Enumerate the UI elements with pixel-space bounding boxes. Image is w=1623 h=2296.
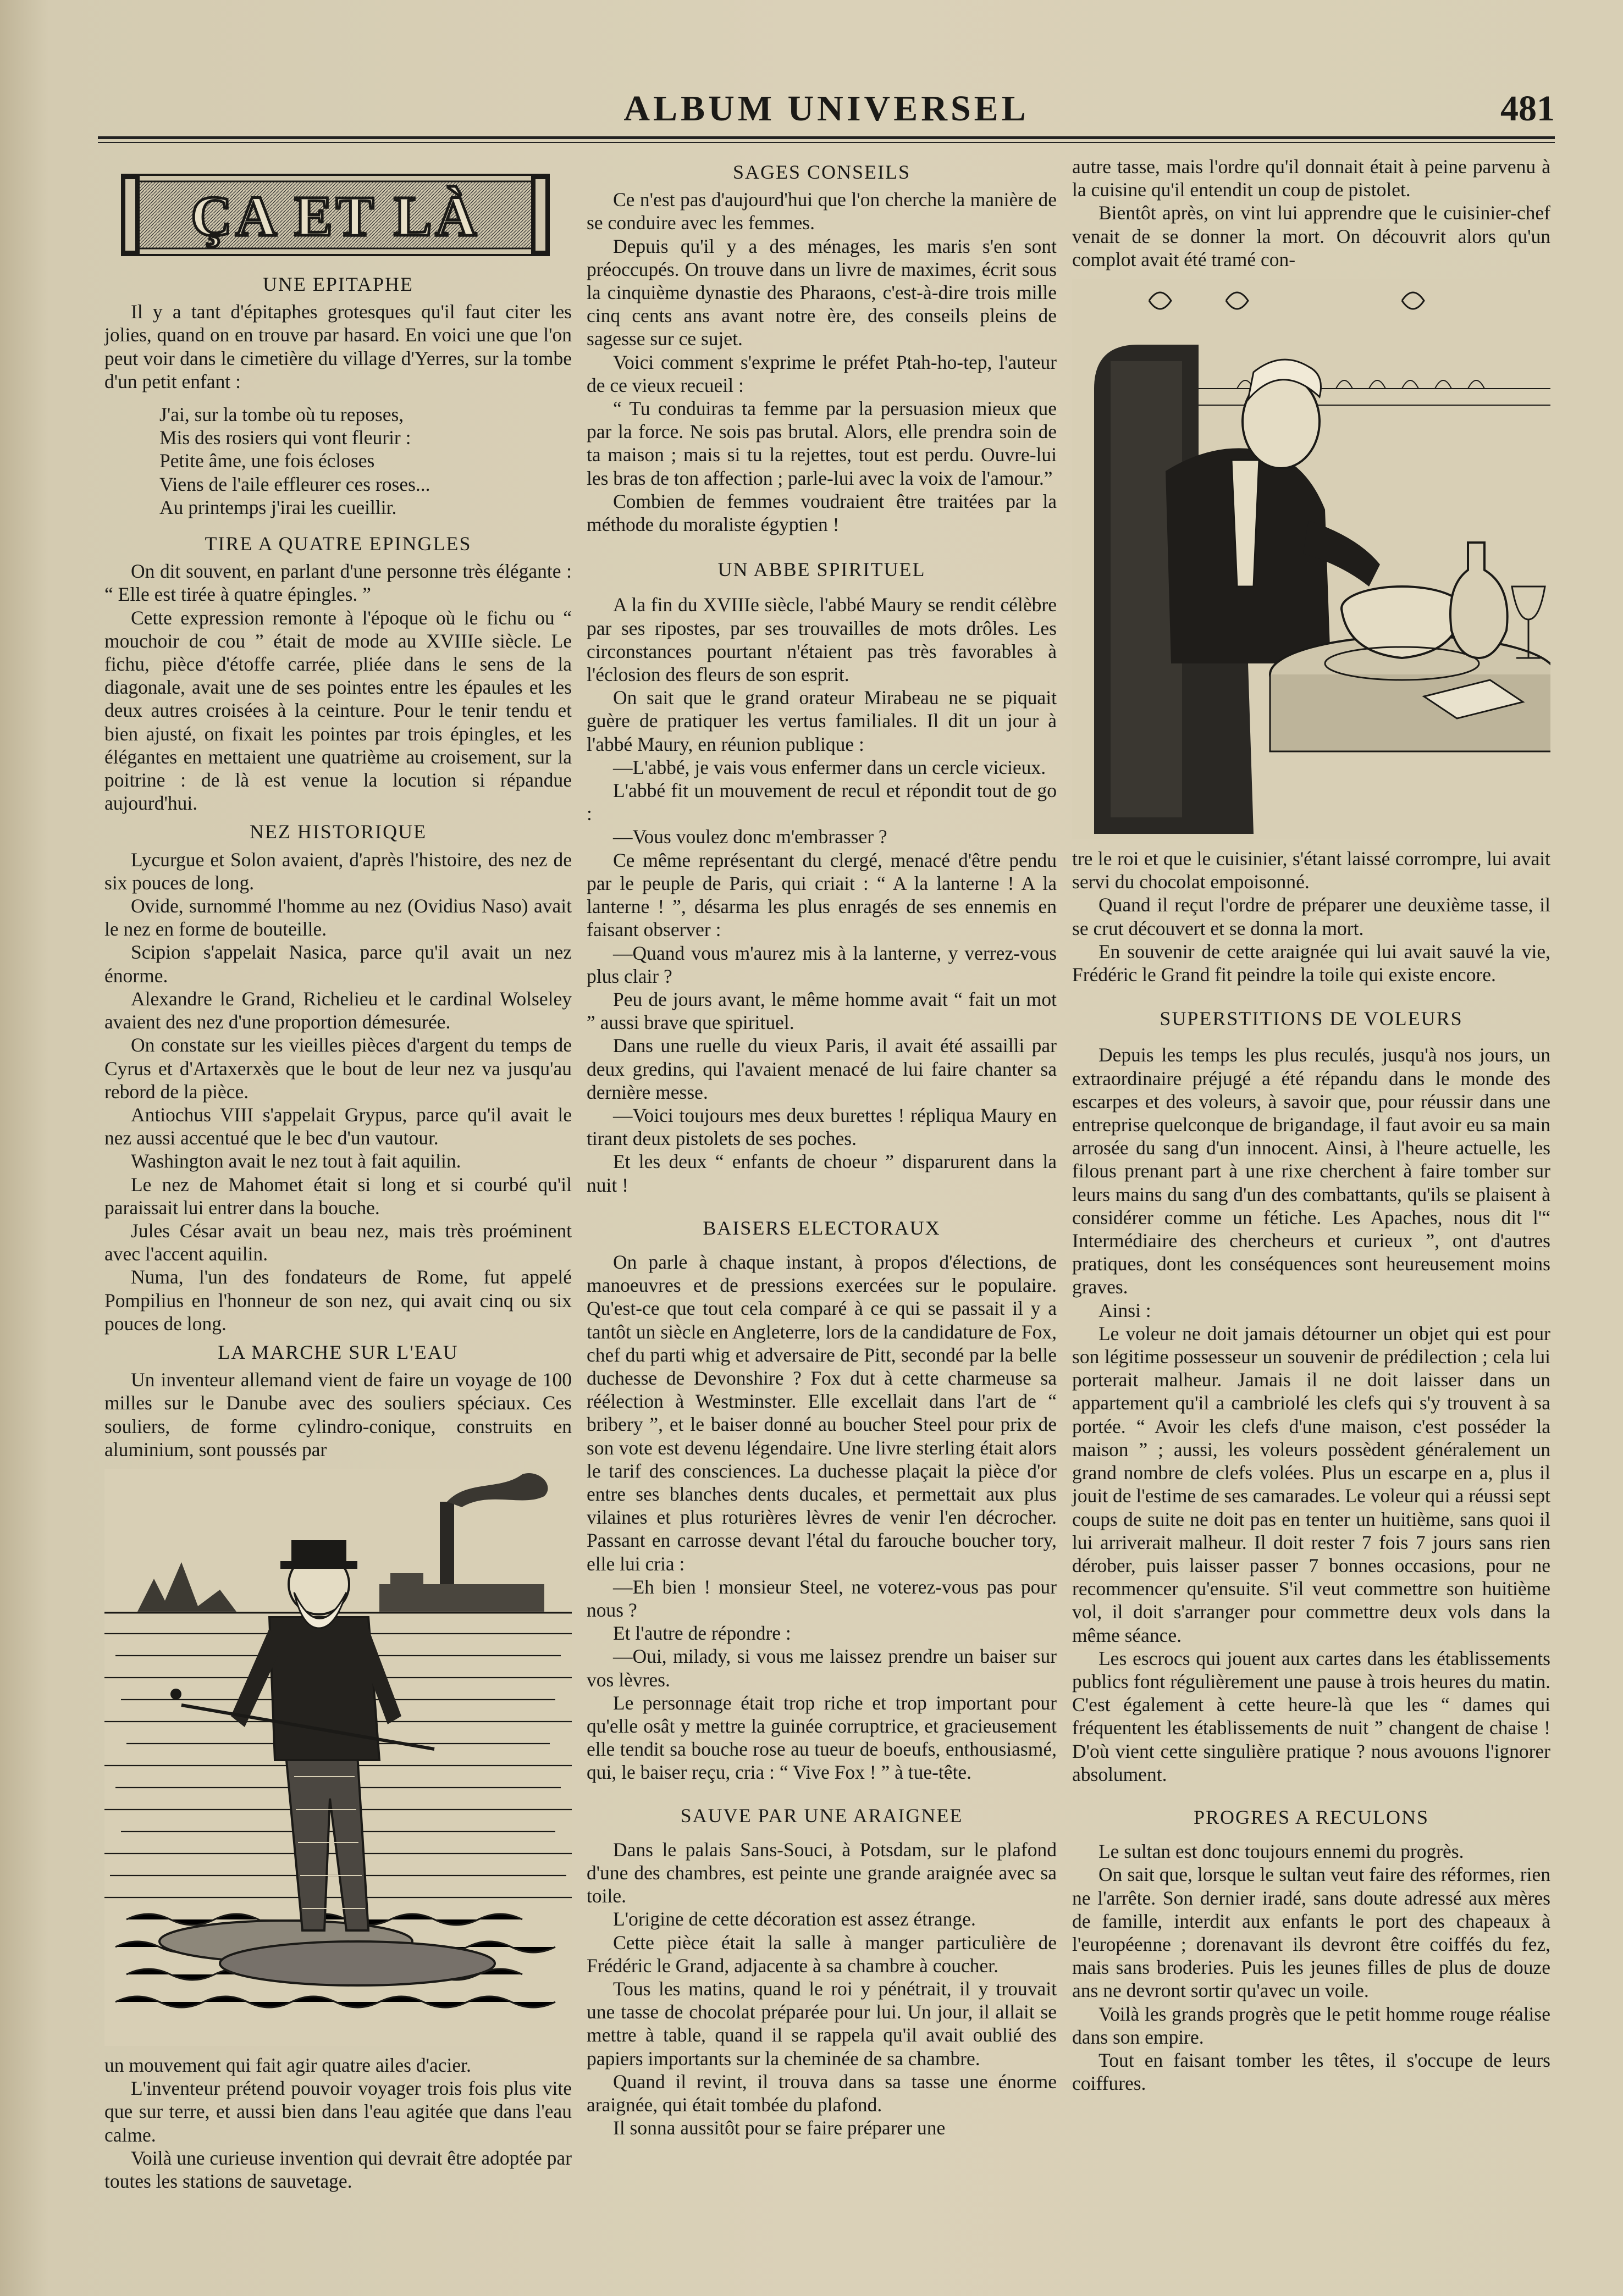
paragraph: —Quand vous m'aurez mis à la lanterne, y verrez-vous plus clair ? bbox=[587, 942, 1057, 987]
paragraph: On parle à chaque instant, à propos d'élections, de manoeuvres et de pressions exercées sur le populaire. Qu'est-ce que tout cela comparé à ce qui se passait il y a tantôt un siècle en Angleterre, lors de la candidature de Fox, chef du parti whig et adversaire de Pitt, secondé par la belle duchesse de Devonshire ? Fox dut à cette charmeuse sa réélection à Westminster. Elle excellait dans l'art de “ bribery ”, et le baiser donné au boucher Steel pour prix de son vote est devenu légendaire. Une livre sterling était alors le tarif des consciences. La duchesse plaçait la pièce d'or entre ses blanches dents ducales, et permettait aux plus vilaines et plus roturières lèvres de venir l'en décrocher. Passant en carrosse devant l'étal du farouche boucher tory, elle lui cria : bbox=[587, 1251, 1057, 1575]
paragraph: tre le roi et que le cuisinier, s'étant laissé corrompre, lui avait servi du chocolat empoisonné. bbox=[1072, 848, 1550, 893]
paragraph: Depuis qu'il y a des ménages, les maris s'en sont préoccupés. On trouve dans un livre de maximes, écrit sous la cinquième dynastie des Pharaons, c'est-à-dire trois mille cinq cents ans avant notre ère, des conseils pleins de sagesse sur ce sujet. bbox=[587, 235, 1057, 350]
paragraph: L'origine de cette décoration est assez étrange. bbox=[613, 1908, 976, 1930]
banner-frame-icon bbox=[121, 174, 550, 256]
heading-sages: SAGES CONSEILS bbox=[732, 161, 911, 183]
paragraph: —Oui, milady, si vous me laissez prendre un baiser sur vos lèvres. bbox=[587, 1645, 1057, 1691]
paragraph: —Eh bien ! monsieur Steel, ne voterez-vous pas pour nous ? bbox=[587, 1575, 1057, 1621]
paragraph: Dans une ruelle du vieux Paris, il avait été assailli par deux gredins, qui l'avaient menacé de lui faire chanter sa dernière messe. bbox=[587, 1034, 1057, 1103]
paragraph: Voici comment s'exprime le préfet Ptah-ho-tep, l'auteur de ce vieux recueil : bbox=[587, 351, 1057, 396]
paragraph: Jules César avait un beau nez, mais très proéminent avec l'accent aquilin. bbox=[104, 1219, 572, 1265]
paragraph: —Vous voulez donc m'embrasser ? bbox=[613, 826, 887, 848]
paragraph: L'abbé fit un mouvement de recul et répondit tout de go : bbox=[587, 779, 1057, 825]
paragraph: Voilà les grands progrès que le petit homme rouge réalise dans son empire. bbox=[1072, 2002, 1550, 2048]
paragraph: En souvenir de cette araignée qui lui avait sauvé la vie, Frédéric le Grand fit peindre la toile qui existe encore. bbox=[1072, 940, 1550, 986]
paragraph: Ce même représentant du clergé, menacé d'être pendu par le peuple de Paris, qui criait : “ A la lanterne ! A la lanterne ! ”, désarma les plus enragés de ses ennemis en faisant observer : bbox=[587, 849, 1057, 941]
paragraph: Washington avait le nez tout à fait aquilin. bbox=[131, 1150, 461, 1172]
masthead-rule-thick bbox=[98, 136, 1555, 139]
paragraph: Il y a tant d'épitaphes grotesques qu'il faut citer les jolies, quand on en trouve par hasard. En voici une que l'on peut voir dans le cimetière du village d'Yerres, sur la tombe d'un petit enfant : bbox=[104, 301, 572, 392]
paragraph: —Voici toujours mes deux burettes ! répliqua Maury en tirant deux pistolets de ses poches. bbox=[587, 1104, 1057, 1150]
paragraph: Scipion s'appelait Nasica, parce qu'il avait un nez énorme. bbox=[104, 941, 572, 987]
paragraph: Tous les matins, quand le roi y pénétrait, il y trouvait une tasse de chocolat préparée pour lui. Un jour, il allait se mettre à table, quand il se rappela qu'il avait oublié des papiers importants sur la cheminée de sa chambre. bbox=[587, 1978, 1057, 2070]
paragraph: Quand il reçut l'ordre de préparer une deuxième tasse, il se crut découvert et se donna la mort. bbox=[1072, 894, 1550, 939]
verse-line: J'ai, sur la tombe où tu reposes, bbox=[159, 403, 404, 426]
heading-marche: LA MARCHE SUR L'EAU bbox=[218, 1341, 459, 1363]
paragraph: Ainsi : bbox=[1098, 1299, 1151, 1321]
paragraph: autre tasse, mais l'ordre qu'il donnait était à peine parvenu à la cuisine qu'il entendit un coup de pistolet. bbox=[1072, 156, 1550, 201]
heading-epitaphe: UNE EPITAPHE bbox=[262, 273, 414, 295]
paragraph: Voilà une curieuse invention qui devrait être adoptée par toutes les stations de sauvetage. bbox=[104, 2146, 572, 2192]
masthead-rule-thin bbox=[98, 142, 1555, 143]
paragraph: Lycurgue et Solon avaient, d'après l'histoire, des nez de six pouces de long. bbox=[104, 848, 572, 894]
column-1 bbox=[104, 165, 572, 2193]
paragraph: Quand il revint, il trouva dans sa tasse une énorme araignée, qui était tombée du plafond. bbox=[587, 2070, 1057, 2116]
heading-abbe: UN ABBE SPIRITUEL bbox=[717, 558, 926, 581]
paragraph: A la fin du XVIIIe siècle, l'abbé Maury se rendit célèbre par ses ripostes, par ses trouvailles de mots drôles. Les circonstances pourtant n'étaient pas très favorables à l'éclosion des fleurs de son esprit. bbox=[587, 594, 1057, 686]
verse-line: Mis des rosiers qui vont fleurir : bbox=[159, 427, 411, 449]
paragraph: L'inventeur prétend pouvoir voyager trois fois plus vite que sur terre, et aussi bien dans l'eau agitée que dans l'eau calme. bbox=[104, 2077, 572, 2146]
paragraph: un mouvement qui fait agir quatre ailes d'acier. bbox=[104, 2054, 471, 2076]
paragraph: On sait que le grand orateur Mirabeau ne se piquait guère de pratiquer les vertus familiales. Il dit un jour à l'abbé Maury, en réunion publique : bbox=[587, 687, 1057, 755]
paragraph: On sait que, lorsque le sultan veut faire des réformes, rien ne l'arrête. Son dernier iradé, sans doute adressé aux mères de famille, interdit aux enfants le port des chapeaux à l'européenne ; dorenavant ils devront être coiffés du fez, mais sans broderies. Puis les jeunes filles de plus de douze ans ne devront sortir qu'avec un voile. bbox=[1072, 1863, 1550, 2002]
page-number: 481 bbox=[1500, 88, 1555, 129]
paragraph: Le voleur ne doit jamais détourner un objet qui est pour son légitime possesseur un souvenir de prédilection ; cela lui porterait malheur. Jamais il ne doit laisser dans un appartement qu'il a cambriolé les clefs qui s'y trouvent à sa portée. “ Avoir les clefs d'une maison, c'est posséder la maison ” ; aussi, les voleurs possèdent généralement un grand nombre de clefs volées. Plus un escarpe en a, plus il jouit de l'estime de ses camarades. Le voleur qui a réussi sept coups de suite ne doit pas en tenter un huitième, sans quoi il lui arriverait malheur. Il doit rester 7 fois 7 jours sans rien dérober, puis laisser passer 7 bonnes occasions, pour ne recommencer qu'ensuite. S'il veut commettre son huitième vol, il doit s'arranger pour commettre deux vols dans la même séance. bbox=[1072, 1322, 1550, 1646]
paragraph: Et l'autre de répondre : bbox=[613, 1622, 791, 1645]
frederic-illustration-icon bbox=[1072, 279, 1550, 839]
paragraph: Cette pièce était la salle à manger particulière de Frédéric le Grand, adjacente à sa chambre à coucher. bbox=[587, 1931, 1057, 1977]
paragraph: On dit souvent, en parlant d'une personne très élégante : “ Elle est tirée à quatre épingles. ” bbox=[104, 560, 572, 606]
illustration-frederic bbox=[1072, 279, 1550, 839]
paragraph: Dans le palais Sans-Souci, à Potsdam, sur le plafond d'une des chambres, est peinte une grande araignée avec sa toile. bbox=[587, 1838, 1057, 1907]
paragraph: Un inventeur allemand vient de faire un voyage de 100 milles sur le Danube avec des souliers spéciaux. Ces souliers, de forme cylindro-conique, construits en aluminium, sont poussés par bbox=[104, 1369, 572, 1460]
column-3 bbox=[1072, 155, 1550, 2095]
paragraph: Peu de jours avant, le même homme avait “ fait un mot ” aussi brave que spirituel. bbox=[587, 988, 1057, 1034]
paragraph: On constate sur les vieilles pièces d'argent du temps de Cyrus et d'Artaxerxès que le bout de leur nez va jusqu'au rebord de la pièce. bbox=[104, 1034, 572, 1103]
paragraph: Ce n'est pas d'aujourd'hui que l'on cherche la manière de se conduire avec les femmes. bbox=[587, 189, 1057, 234]
column-2 bbox=[587, 155, 1057, 2139]
paragraph: Le sultan est donc toujours ennemi du progrès. bbox=[1098, 1840, 1464, 1863]
paragraph: Antiochus VIII s'appelait Grypus, parce qu'il avait le nez aussi accentué que le bec d'un vautour. bbox=[104, 1103, 572, 1149]
paragraph: Il sonna aussitôt pour se faire préparer une bbox=[613, 2117, 946, 2139]
verse-line: Viens de l'aile effleurer ces roses... bbox=[159, 473, 430, 495]
paragraph: Ovide, surnommé l'homme au nez (Ovidius Naso) avait le nez en forme de bouteille. bbox=[104, 895, 572, 940]
paragraph: Depuis les temps les plus reculés, jusqu'à nos jours, un extraordinaire préjugé a été répandu dans le monde des escarpes et des voleurs, à savoir que, pour réussir dans une entreprise quelconque de brigandage, il faut avoir eu sa main arrosée du sang d'un innocent. Ainsi, à l'heure actuelle, les filous prenant part à une rixe cherchent à faire tomber sur leurs mains du sang d'un des combattants, qu'ils se plaisent à considérer comme un fétiche. Les Apaches, nous dit l'“ Intermédiaire des chercheurs et curieux ”, ont d'autres pratiques, dont les conséquences sont heureusement moins graves. bbox=[1072, 1044, 1550, 1298]
verse-line: Petite âme, une fois écloses bbox=[159, 450, 375, 472]
section-banner bbox=[121, 174, 550, 256]
paragraph: Bientôt après, on vint lui apprendre que le cuisinier-chef venait de se donner la mort. On découvrit alors qu'un complot avait été tramé con- bbox=[1072, 202, 1550, 270]
publication-title: ALBUM UNIVERSEL bbox=[623, 88, 1029, 129]
paragraph: “ Tu conduiras ta femme par la persuasion mieux que par la force. Ne sois pas brutal. Alors, elle prendra soin de ta maison ; mais si tu la rejettes, tout est perdu. Ouvre-lui les bras de ton affection ; parle-lui avec la voix de l'amour.” bbox=[587, 397, 1057, 489]
verse-line: Au printemps j'irai les cueillir. bbox=[159, 496, 397, 518]
paragraph: Combien de femmes voudraient être traitées par la méthode du moraliste égyptien ! bbox=[587, 490, 1057, 536]
paragraph: Le personnage était trop riche et trop important pour qu'elle osât y mettre la guinée corruptrice, et gracieusement elle tendit sa bouche rose au tueur de boeufs, enthousiasmé, qui, le baiser reçu, cria : “ Vive Fox ! ” à tue-tête. bbox=[587, 1691, 1057, 1784]
heading-progres: PROGRES A RECULONS bbox=[1193, 1806, 1429, 1828]
paragraph: Tout en faisant tomber les têtes, il s'occupe de leurs coiffures. bbox=[1072, 2049, 1550, 2095]
paragraph: Alexandre le Grand, Richelieu et le cardinal Wolseley avaient des nez d'une proportion démesurée. bbox=[104, 987, 572, 1033]
illustration-water-walker bbox=[104, 1469, 572, 2046]
water-walker-illustration-icon bbox=[104, 1469, 572, 2046]
paragraph: Et les deux “ enfants de choeur ” disparurent dans la nuit ! bbox=[587, 1150, 1057, 1196]
paragraph: —L'abbé, je vais vous enfermer dans un cercle vicieux. bbox=[613, 756, 1046, 778]
masthead bbox=[98, 88, 1555, 132]
heading-araignee: SAUVE PAR UNE ARAIGNEE bbox=[680, 1804, 963, 1827]
paragraph: Le nez de Mahomet était si long et si courbé qu'il paraissait lui entrer dans la bouche. bbox=[104, 1173, 572, 1219]
paragraph: Numa, l'un des fondateurs de Rome, fut appelé Pompilius en l'honneur de son nez, qui avait cinq ou six pouces de long. bbox=[104, 1266, 572, 1335]
heading-nez: NEZ HISTORIQUE bbox=[249, 821, 427, 843]
paragraph: Les escrocs qui jouent aux cartes dans les établissements publics font régulièrement une pause à trois heures du matin. C'est également à cette heure-là que les “ dames qui fréquentent les établissements de nuit ” changent de chaise ! D'où vient cette singulière pratique ? nous avouons l'ignorer absolument. bbox=[1072, 1647, 1550, 1785]
paragraph: Cette expression remonte à l'époque où le fichu ou “ mouchoir de cou ” était de mode au XVIIIe siècle. Le fichu, pièce d'étoffe carrée, pliée dans le sens de la diagonale, avait une de ses pointes entre les épaules et les deux autres croisées à la ceinture. Pour le tenir tendu et bien ajusté, on fixait les pointes par trois épingles, et les élégantes en mettaient une quatrième au croisement, sur la poitrine : de là est venue la locution si répandue aujourd'hui. bbox=[104, 606, 572, 815]
banner-text: ÇA ET LÀ bbox=[191, 185, 480, 248]
heading-baisers: BAISERS ELECTORAUX bbox=[703, 1216, 941, 1239]
heading-superstitions: SUPERSTITIONS DE VOLEURS bbox=[1160, 1008, 1463, 1030]
heading-epingles: TIRE A QUATRE EPINGLES bbox=[205, 533, 472, 555]
